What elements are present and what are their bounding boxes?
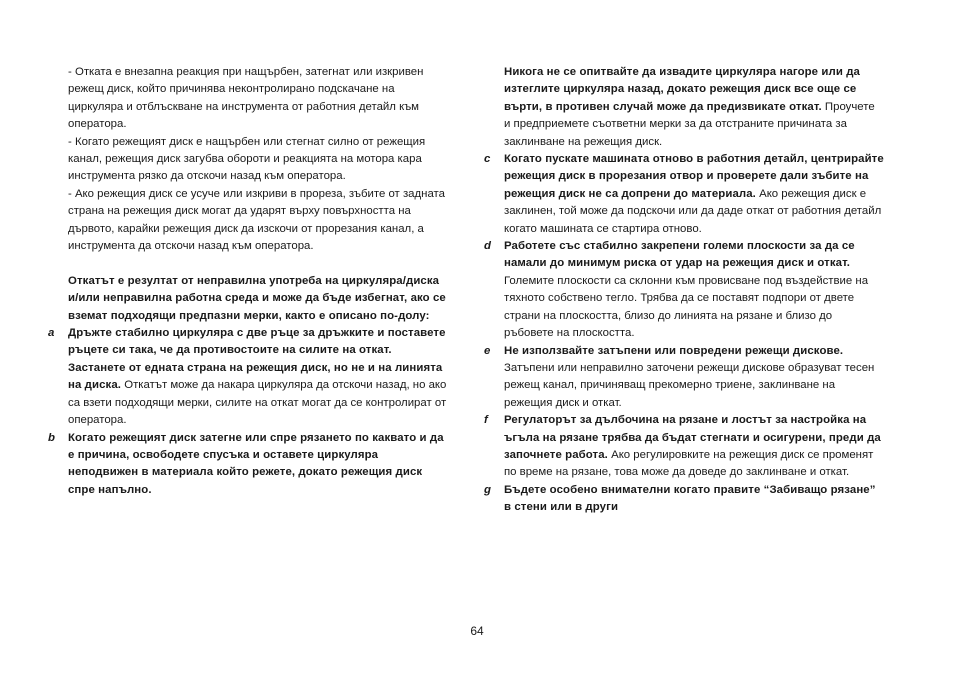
list-item-text	[504, 151, 884, 238]
list-letter: a	[48, 327, 55, 340]
list-item-f	[484, 412, 884, 482]
list-item-bold-text: Бъдете особено внимателни когато правите “Забиващо рязане” в стени или в други	[504, 483, 876, 514]
continuation-bold-text: Никога не се опитвайте да извадите циркуляра нагоре или да изтеглите циркуляра назад, докато режещия диск все още се върти, в противен случай може да предизвикате откат.	[504, 66, 860, 113]
list-letter: b	[48, 431, 55, 444]
list-letter: c	[484, 153, 491, 166]
page-number: 64	[470, 624, 484, 638]
continuation-normal-text: Проучете и предприемете съответни мерки за да отстраните причината за заклинване на режещия диск.	[504, 100, 875, 148]
list-item-bold-text: Когато режещият диск затегне или спре рязането по каквато и да е причина, освободете спусъка и оставете циркуляра неподвижен в материала който режете, докато режещия диск спре напълно.	[68, 431, 444, 496]
list-item-normal-text: Затъпени или неправилно заточени режещи дискове образуват тесен режещ канал, причиняващ прекомерно триене, заклинване на режещия диск и откат.	[504, 361, 875, 409]
list-item-normal-text: Ако регулировките на режещия диск се променят по време на рязане, това може да доведе до заклинване и откат.	[504, 448, 874, 479]
paragraph-kickback-definition: - Отката е внезапна реакция при нащърбен, затегнат или изкривен режещ диск, който причинява неконтролирано подскачане на циркуляра и отблъскване на инструмента от работния детайл към оператора.	[68, 66, 424, 131]
list-item-c	[484, 151, 884, 238]
list-item-text	[68, 325, 450, 429]
list-item-bold-text: Когато пускате машината отново в работния детайл, центрирайте режещия диск в прорезания отвор и проверете дали зъбите на режещия диск не са допрени до материала.	[504, 153, 884, 200]
list-item-text	[504, 238, 884, 342]
list-item-d	[484, 238, 884, 342]
list-item-bold-text: Регулаторът за дълбочина на рязане и лостът за настройка на ъгъла на рязане трябва да бъдат стегнати и осигурени, преди да започнете работа.	[504, 414, 881, 461]
list-item-normal-text: Големите плоскости са склонни към провисване под въздействие на тяхното собствено тегло. Трябва да се поставят подпори от двете страни на плоскостта, близо до линията на рязане и близо до ръбовете на плоскостта.	[504, 274, 869, 340]
list-item-a	[48, 325, 450, 429]
list-item-text	[504, 482, 884, 517]
paragraph-twisted-blade: - Ако режещия диск се усуче или изкриви в прореза, зъбите от задната страна на режещия диск могат да ударят върху повърхността на дървото, карайки режещия диск да изскочи от прорезания канал, а инструмента да отскочи назад към оператора.	[68, 187, 445, 253]
list-item-text	[504, 412, 884, 482]
list-item-bold-text: Дръжте стабилно циркуляра с две ръце за дръжките и поставете ръцете си така, че да противостоите на силите на откат. Застанете от едната страна на режещия диск, но не и на линията на диска.	[68, 327, 446, 392]
spacer	[68, 255, 450, 272]
list-item-normal-text: Откатът може да накара циркуляра да отскочи назад, но ако са взети подходящи мерки, силите на откат могат да се контролират от оператора.	[68, 379, 447, 427]
left-column	[48, 64, 450, 499]
list-item-normal-text: Ако режещия диск е заклинен, той може да подскочи или да даде откат от работния детайл когато машината се стартира отново.	[504, 187, 882, 235]
list-item-e	[484, 343, 884, 413]
list-item-bold-text: Не използвайте затъпени или повредени режещи дискове.	[504, 344, 844, 357]
right-column	[484, 64, 884, 517]
list-item-text	[68, 430, 450, 500]
list-letter: g	[484, 483, 491, 496]
list-item-b	[48, 430, 450, 500]
list-item-b-continuation	[504, 64, 884, 151]
list-item-text	[504, 343, 884, 413]
paragraph-pinched-blade: - Когато режещият диск е нащърбен или стегнат силно от режещия канал, режещия диск загубва обороти и реакцията на мотора кара инструмента рязко да отскочи назад към оператора.	[68, 135, 426, 183]
list-letter: e	[484, 344, 491, 357]
list-item-g	[484, 482, 884, 517]
kickback-intro-heading: Откатът е резултат от неправилна употреба на циркуляра/диска и/или неправилна работна среда и може да бъде избегнат, ако се вземат подходящи предпазни мерки, както е описано по-долу:	[68, 274, 446, 322]
list-letter: d	[484, 240, 491, 253]
list-letter: f	[484, 414, 488, 427]
list-item-bold-text: Работете със стабилно закрепени големи плоскости за да се намали до минимум риска от удар на режещия диск и откат.	[504, 240, 855, 270]
